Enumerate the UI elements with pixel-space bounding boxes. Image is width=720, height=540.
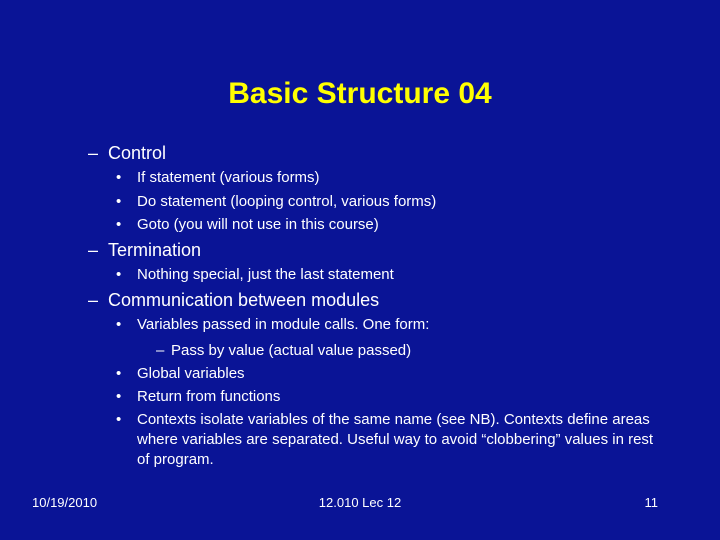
footer-lecture: 12.010 Lec 12 xyxy=(318,495,402,510)
sub-list-item: – Pass by value (actual value passed) xyxy=(156,342,412,359)
bullet-icon: • xyxy=(116,169,122,186)
dash-bullet: – xyxy=(88,143,99,163)
slide-title: Basic Structure 04 xyxy=(228,77,492,110)
dash-bullet: – xyxy=(88,290,99,310)
dash-bullet: – xyxy=(156,342,165,359)
bullet-icon: • xyxy=(116,266,122,283)
footer-date: 10/19/2010 xyxy=(32,495,98,510)
section-communication-heading: – Communication between modules xyxy=(88,290,380,310)
footer-page-number: 11 xyxy=(644,495,658,510)
slide: Basic Structure 04 – Control • If statement (various forms) • Do statement (looping control, various forms) • Goto (you will not use in this course) – Termination • Nothing special, just the last statement – Communication between modules • Variables passed in module calls. One form: – Pass by value (actual value passed) • Global variables • Return from functions • Contexts isolate variables of the same name (see NB). Contexts define areas where variables are separated. Useful way to avoid “clobbering” values in rest of program. 10/19/2010 12.010 Lec 12 11 xyxy=(0,0,720,540)
section-control-heading: – Control xyxy=(88,143,167,163)
dash-bullet: – xyxy=(88,240,99,260)
section-termination-heading: – Termination xyxy=(88,240,202,260)
bullet-icon: • xyxy=(116,388,122,405)
bullet-icon: • xyxy=(116,216,122,233)
bullet-icon: • xyxy=(116,193,122,210)
bullet-icon: • xyxy=(116,365,122,382)
bullet-icon: • xyxy=(116,316,122,333)
bullet-icon: • xyxy=(116,411,122,428)
